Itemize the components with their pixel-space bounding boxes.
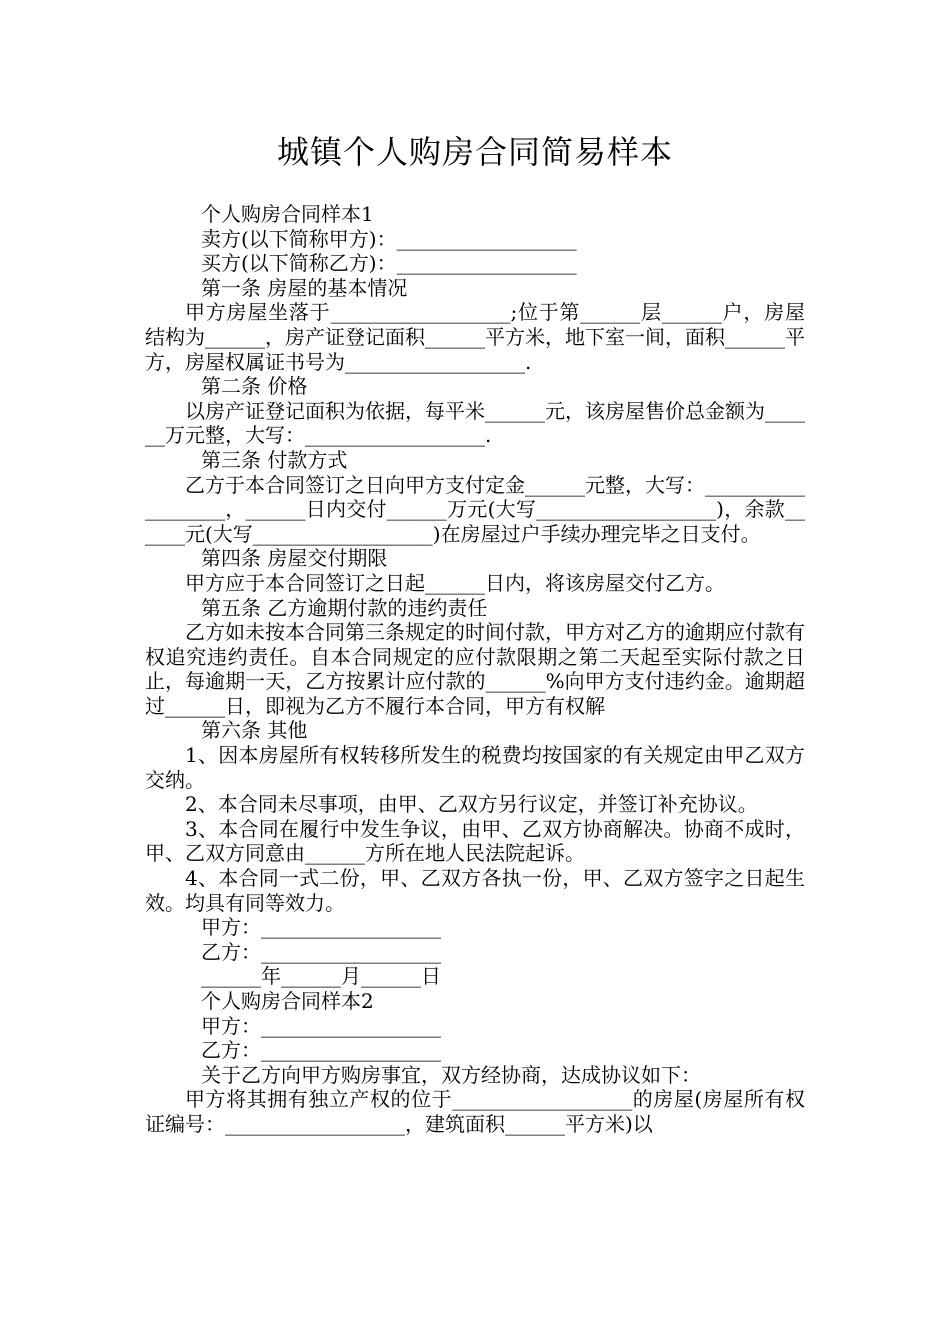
document-paragraph: 甲方应于本合同签订之日起______日内，将该房屋交付乙方。 (185, 570, 725, 595)
document-line: ______年______月______日 (201, 964, 441, 989)
document-line: 甲方：__________________ (201, 1013, 441, 1038)
document-line: 乙方：__________________ (201, 1038, 441, 1063)
document-line: 第一条 房屋的基本情况 (201, 275, 408, 300)
document-line: 乙方：__________________ (201, 939, 441, 964)
document-paragraph: 2、本合同未尽事项，由甲、乙双方另行议定，并签订补充协议。 (185, 792, 758, 817)
document-paragraph: 甲方房屋坐落于__________________;位于第______层______户，房屋结构为______，房产证登记面积______平方米，地下室一间，面积______平方，房屋权属证书号为__________________. (145, 300, 805, 374)
document-title: 城镇个人购房合同简易样本 (276, 133, 673, 171)
document-line: 买方(以下简称乙方)：__________________ (201, 251, 577, 276)
document-line: 第四条 房屋交付期限 (201, 546, 388, 571)
document-line: 第六条 其他 (201, 718, 308, 743)
document-paragraph: 4、本合同一式二份，甲、乙双方各执一份，甲、乙双方签字之日起生效。均具有同等效力。 (145, 866, 805, 915)
document-line: 第三条 付款方式 (201, 447, 348, 472)
document-paragraph: 乙方如未按本合同第三条规定的时间付款，甲方对乙方的逾期应付款有权追究违约责任。自本合同规定的应付款限期之第二天起至实际付款之日止，每逾期一天，乙方按累计应付款的______%向甲方支付违约金。逾期超过______日，即视为乙方不履行本合同，甲方有权解 (145, 620, 805, 718)
document-paragraph: 以房产证登记面积为依据，每平米______元，该房屋售价总金额为______万元整，大写：__________________. (145, 398, 805, 448)
document-line: 关于乙方向甲方购房事宜，双方经协商，达成协议如下： (201, 1062, 701, 1087)
document-paragraph: 3、本合同在履行中发生争议，由甲、乙双方协商解决。协商不成时，甲、乙双方同意由______方所在地人民法院起诉。 (145, 816, 805, 866)
document-line: 第二条 价格 (201, 374, 308, 399)
document-line: 个人购房合同样本2 (201, 989, 374, 1013)
document-line: 甲方：__________________ (201, 915, 441, 940)
document-body (145, 202, 805, 1137)
document-paragraph: 1、因本房屋所有权转移所发生的税费均按国家的有关规定由甲乙双方交纳。 (145, 743, 805, 792)
document-paragraph: 甲方将其拥有独立产权的位于__________________的房屋(房屋所有权证编号：__________________，建筑面积______平方米)以 (145, 1087, 805, 1136)
document-paragraph: 乙方于本合同签订之日向甲方支付定金______元整，大写：__________________，______日内交付______万元(大写__________________)，余款______元(大写__________________)在房屋过户手续办理完毕之日支付。 (145, 472, 805, 546)
document-line: 第五条 乙方逾期付款的违约责任 (201, 595, 488, 620)
document-line: 卖方(以下简称甲方)：__________________ (201, 226, 577, 251)
document-line: 个人购房合同样本1 (201, 202, 374, 226)
